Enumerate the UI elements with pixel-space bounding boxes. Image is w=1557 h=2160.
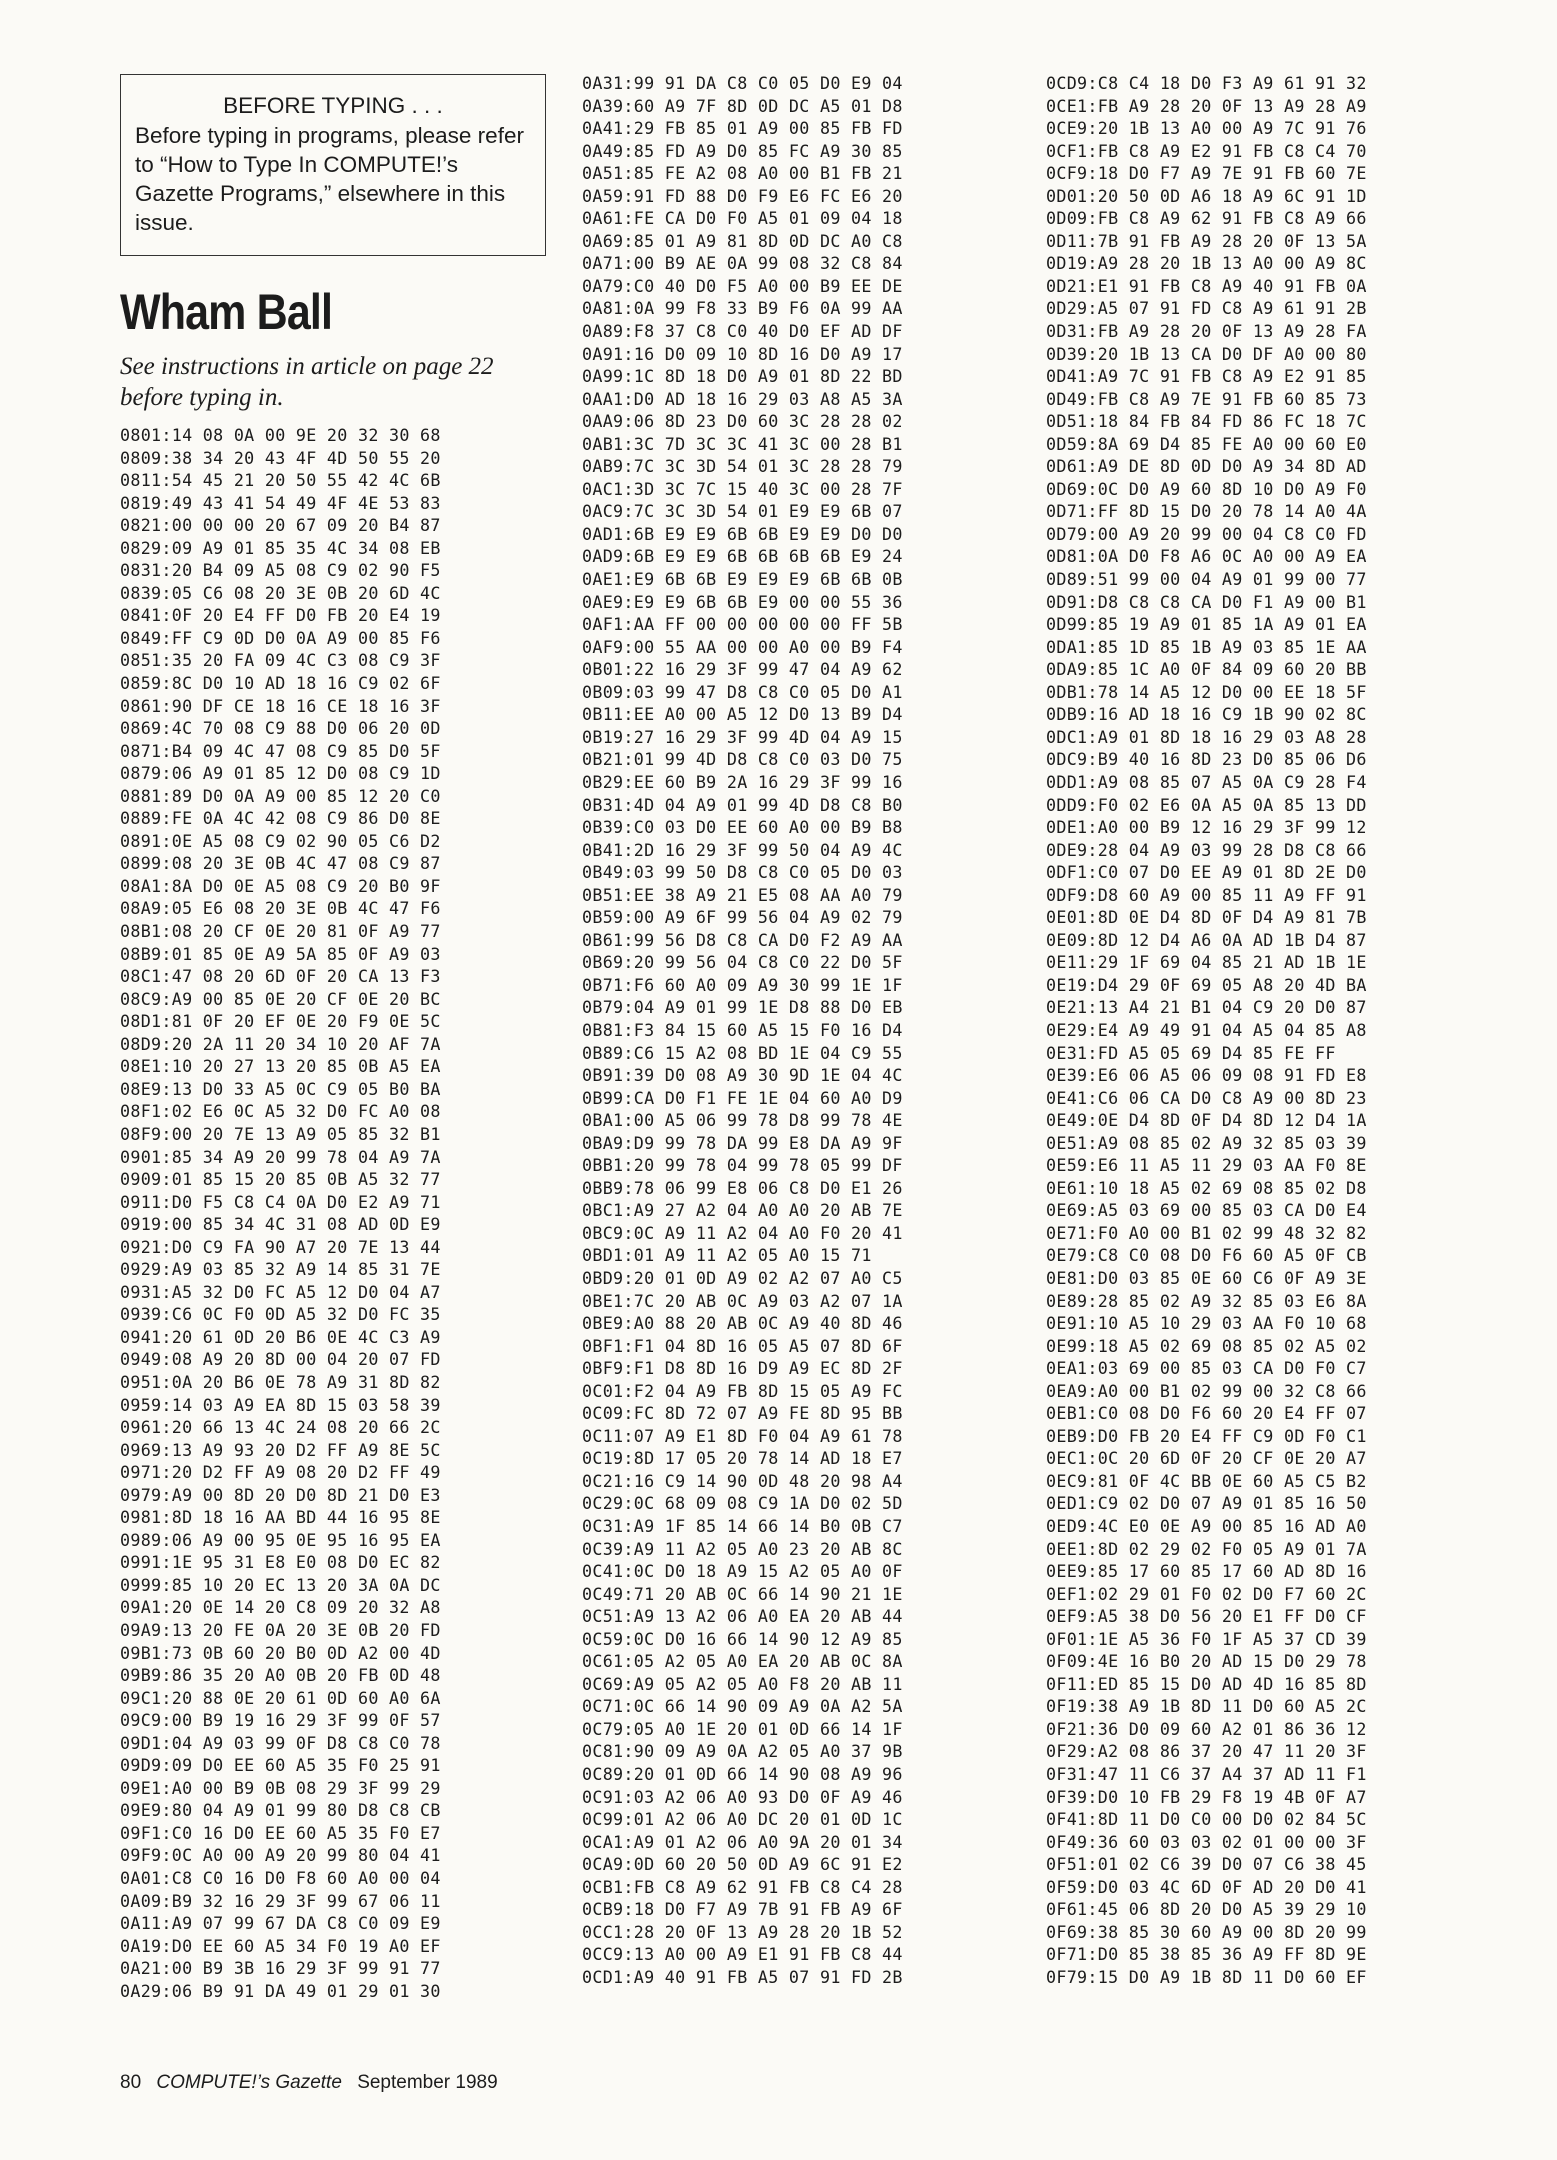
listing-line: 0929:A9 03 85 32 A9 14 85 31 7E bbox=[120, 1259, 441, 1280]
listing-line: 0C19:8D 17 05 20 78 14 AD 18 E7 bbox=[582, 1448, 903, 1469]
listing-line: 08F1:02 E6 0C A5 32 D0 FC A0 08 bbox=[120, 1101, 441, 1122]
listing-line: 0DE9:28 04 A9 03 99 28 D8 C8 66 bbox=[1046, 839, 1367, 860]
listing-line: 08A9:05 E6 08 20 3E 0B 4C 47 F6 bbox=[120, 898, 441, 919]
article-title: Wham Ball bbox=[120, 284, 333, 340]
listing-line: 09B9:86 35 20 A0 0B 20 FB 0D 48 bbox=[120, 1665, 441, 1686]
listing-line: 0A09:B9 32 16 29 3F 99 67 06 11 bbox=[120, 1890, 441, 1911]
listing-line: 0E51:A9 08 85 02 A9 32 85 03 39 bbox=[1046, 1132, 1367, 1153]
listing-line: 0E11:29 1F 69 04 85 21 AD 1B 1E bbox=[1046, 952, 1367, 973]
listing-line: 0EF1:02 29 01 F0 02 D0 F7 60 2C bbox=[1046, 1583, 1367, 1604]
listing-line: 0D89:51 99 00 04 A9 01 99 00 77 bbox=[1046, 569, 1367, 590]
listing-line: 0BC1:A9 27 A2 04 A0 A0 20 AB 7E bbox=[582, 1200, 903, 1221]
listing-line: 0B99:CA D0 F1 FE 1E 04 60 A0 D9 bbox=[582, 1087, 903, 1108]
listing-line: 0949:08 A9 20 8D 00 04 20 07 FD bbox=[120, 1349, 441, 1370]
listing-line: 0819:49 43 41 54 49 4F 4E 53 83 bbox=[120, 492, 441, 513]
listing-line: 0D29:A5 07 91 FD C8 A9 61 91 2B bbox=[1046, 298, 1367, 319]
article-intro: See instructions in article on page 22 before typing in. bbox=[120, 353, 494, 411]
listing-line: 0EF9:A5 38 D0 56 20 E1 FF D0 CF bbox=[1046, 1606, 1367, 1627]
listing-line: 0F61:45 06 8D 20 D0 A5 39 29 10 bbox=[1046, 1899, 1367, 1920]
listing-line: 0841:0F 20 E4 FF D0 FB 20 E4 19 bbox=[120, 605, 441, 626]
listing-line: 0B49:03 99 50 D8 C8 C0 05 D0 03 bbox=[582, 862, 903, 883]
listing-line: 0F31:47 11 C6 37 A4 37 AD 11 F1 bbox=[1046, 1764, 1367, 1785]
listing-line: 0861:90 DF CE 18 16 CE 18 16 3F bbox=[120, 695, 441, 716]
listing-line: 0849:FF C9 0D D0 0A A9 00 85 F6 bbox=[120, 627, 441, 648]
listing-line: 09E1:A0 00 B9 0B 08 29 3F 99 29 bbox=[120, 1777, 441, 1798]
listing-line: 0B79:04 A9 01 99 1E D8 88 D0 EB bbox=[582, 997, 903, 1018]
issue-date: September 1989 bbox=[357, 2072, 498, 2093]
listing-line: 0DA9:85 1C A0 0F 84 09 60 20 BB bbox=[1046, 659, 1367, 680]
listing-line: 0811:54 45 21 20 50 55 42 4C 6B bbox=[120, 470, 441, 491]
listing-line: 0F79:15 D0 A9 1B 8D 11 D0 60 EF bbox=[1046, 1966, 1367, 1987]
listing-line: 08D1:81 0F 20 EF 0E 20 F9 0E 5C bbox=[120, 1011, 441, 1032]
listing-line: 0BF9:F1 D8 8D 16 D9 A9 EC 8D 2F bbox=[582, 1358, 903, 1379]
listing-line: 0E99:18 A5 02 69 08 85 02 A5 02 bbox=[1046, 1335, 1367, 1356]
listing-line: 09A9:13 20 FE 0A 20 3E 0B 20 FD bbox=[120, 1619, 441, 1640]
listing-line: 0F39:D0 10 FB 29 F8 19 4B 0F A7 bbox=[1046, 1786, 1367, 1807]
listing-line: 0D81:0A D0 F8 A6 0C A0 00 A9 EA bbox=[1046, 546, 1367, 567]
listing-line: 0D79:00 A9 20 99 00 04 C8 C0 FD bbox=[1046, 523, 1367, 544]
listing-line: 0F51:01 02 C6 39 D0 07 C6 38 45 bbox=[1046, 1854, 1367, 1875]
listing-line: 0989:06 A9 00 95 0E 95 16 95 EA bbox=[120, 1529, 441, 1550]
listing-line: 0C91:03 A2 06 A0 93 D0 0F A9 46 bbox=[582, 1786, 903, 1807]
listing-line: 08E1:10 20 27 13 20 85 0B A5 EA bbox=[120, 1056, 441, 1077]
listing-line: 0DD9:F0 02 E6 0A A5 0A 85 13 DD bbox=[1046, 794, 1367, 815]
listing-line: 0A29:06 B9 91 DA 49 01 29 01 30 bbox=[120, 1980, 441, 2001]
listing-column-2 bbox=[582, 72, 903, 1988]
listing-line: 0F59:D0 03 4C 6D 0F AD 20 D0 41 bbox=[1046, 1876, 1367, 1897]
listing-line: 08C1:47 08 20 6D 0F 20 CA 13 F3 bbox=[120, 966, 441, 987]
listing-line: 09B1:73 0B 60 20 B0 0D A2 00 4D bbox=[120, 1642, 441, 1663]
listing-line: 0899:08 20 3E 0B 4C 47 08 C9 87 bbox=[120, 853, 441, 874]
listing-line: 0EC1:0C 20 6D 0F 20 CF 0E 20 A7 bbox=[1046, 1448, 1367, 1469]
listing-line: 0A31:99 91 DA C8 C0 05 D0 E9 04 bbox=[582, 73, 903, 93]
listing-line: 0EA1:03 69 00 85 03 CA D0 F0 C7 bbox=[1046, 1358, 1367, 1379]
listing-line: 09F1:C0 16 D0 EE 60 A5 35 F0 E7 bbox=[120, 1822, 441, 1843]
before-typing-box bbox=[120, 74, 546, 256]
listing-line: 0F29:A2 08 86 37 20 47 11 20 3F bbox=[1046, 1741, 1367, 1762]
before-typing-text: Before typing in programs, please refer to “How to Type In COMPUTE!’s Gazette Programs,” elsewhere in this issue. bbox=[135, 123, 524, 235]
listing-line: 0871:B4 09 4C 47 08 C9 85 D0 5F bbox=[120, 740, 441, 761]
before-typing-title: BEFORE TYPING . . . bbox=[223, 93, 443, 118]
listing-line: 0C71:0C 66 14 90 09 A9 0A A2 5A bbox=[582, 1696, 903, 1717]
listing-line: 0DF9:D8 60 A9 00 85 11 A9 FF 91 bbox=[1046, 884, 1367, 905]
listing-line: 0CB9:18 D0 F7 A9 7B 91 FB A9 6F bbox=[582, 1899, 903, 1920]
listing-line: 0F19:38 A9 1B 8D 11 D0 60 A5 2C bbox=[1046, 1696, 1367, 1717]
listing-line: 0981:8D 18 16 AA BD 44 16 95 8E bbox=[120, 1507, 441, 1528]
listing-line: 0B41:2D 16 29 3F 99 50 04 A9 4C bbox=[582, 839, 903, 860]
listing-line: 0889:FE 0A 4C 42 08 C9 86 D0 8E bbox=[120, 808, 441, 829]
listing-line: 0A81:0A 99 F8 33 B9 F6 0A 99 AA bbox=[582, 298, 903, 319]
listing-line: 0D21:E1 91 FB C8 A9 40 91 FB 0A bbox=[1046, 275, 1367, 296]
listing-line: 0A39:60 A9 7F 8D 0D DC A5 01 D8 bbox=[582, 95, 903, 116]
listing-line: 0C79:05 A0 1E 20 01 0D 66 14 1F bbox=[582, 1718, 903, 1739]
listing-line: 0D91:D8 C8 C8 CA D0 F1 A9 00 B1 bbox=[1046, 591, 1367, 612]
listing-line: 0909:01 85 15 20 85 0B A5 32 77 bbox=[120, 1169, 441, 1190]
listing-line: 0C81:90 09 A9 0A A2 05 A0 37 9B bbox=[582, 1741, 903, 1762]
listing-line: 0E49:0E D4 8D 0F D4 8D 12 D4 1A bbox=[1046, 1110, 1367, 1131]
listing-line: 0F69:38 85 30 60 A9 00 8D 20 99 bbox=[1046, 1921, 1367, 1942]
listing-line: 0931:A5 32 D0 FC A5 12 D0 04 A7 bbox=[120, 1281, 441, 1302]
listing-line: 0BA1:00 A5 06 99 78 D8 99 78 4E bbox=[582, 1110, 903, 1131]
listing-line: 0BC9:0C A9 11 A2 04 A0 F0 20 41 bbox=[582, 1222, 903, 1243]
page-footer bbox=[120, 2072, 498, 2094]
listing-line: 0A49:85 FD A9 D0 85 FC A9 30 85 bbox=[582, 140, 903, 161]
listing-line: 0AA1:D0 AD 18 16 29 03 A8 A5 3A bbox=[582, 388, 903, 409]
listing-line: 0CF9:18 D0 F7 A9 7E 91 FB 60 7E bbox=[1046, 163, 1367, 184]
listing-line: 0BA9:D9 99 78 DA 99 E8 DA A9 9F bbox=[582, 1132, 903, 1153]
listing-line: 0B61:99 56 D8 C8 CA D0 F2 A9 AA bbox=[582, 929, 903, 950]
listing-line: 0E31:FD A5 05 69 D4 85 FE FF bbox=[1046, 1042, 1336, 1063]
listing-line: 0D59:8A 69 D4 85 FE A0 00 60 E0 bbox=[1046, 433, 1367, 454]
listing-line: 0C89:20 01 0D 66 14 90 08 A9 96 bbox=[582, 1764, 903, 1785]
listing-line: 0C09:FC 8D 72 07 A9 FE 8D 95 BB bbox=[582, 1403, 903, 1424]
listing-column-1 bbox=[120, 424, 441, 2002]
listing-line: 0AE1:E9 6B 6B E9 E9 E9 6B 6B 0B bbox=[582, 569, 903, 590]
listing-line: 0B01:22 16 29 3F 99 47 04 A9 62 bbox=[582, 659, 903, 680]
listing-line: 0C31:A9 1F 85 14 66 14 B0 0B C7 bbox=[582, 1516, 903, 1536]
listing-line: 0E81:D0 03 85 0E 60 C6 0F A9 3E bbox=[1046, 1267, 1367, 1288]
listing-line: 0DD1:A9 08 85 07 A5 0A C9 28 F4 bbox=[1046, 771, 1367, 792]
listing-line: 0E39:E6 06 A5 06 09 08 91 FD E8 bbox=[1046, 1065, 1367, 1086]
listing-line: 0921:D0 C9 FA 90 A7 20 7E 13 44 bbox=[120, 1236, 441, 1257]
listing-line: 0EC9:81 0F 4C BB 0E 60 A5 C5 B2 bbox=[1046, 1470, 1367, 1491]
listing-line: 0D11:7B 91 FB A9 28 20 0F 13 5A bbox=[1046, 230, 1367, 251]
listing-line: 0CE9:20 1B 13 A0 00 A9 7C 91 76 bbox=[1046, 118, 1367, 139]
listing-line: 0BD1:01 A9 11 A2 05 A0 15 71 bbox=[582, 1245, 872, 1266]
listing-line: 0A41:29 FB 85 01 A9 00 85 FB FD bbox=[582, 118, 903, 139]
listing-line: 0F49:36 60 03 03 02 01 00 00 3F bbox=[1046, 1831, 1367, 1852]
listing-line: 0E59:E6 11 A5 11 29 03 AA F0 8E bbox=[1046, 1155, 1367, 1176]
listing-line: 0D01:20 50 0D A6 18 A9 6C 91 1D bbox=[1046, 185, 1367, 206]
listing-line: 0991:1E 95 31 E8 E0 08 D0 EC 82 bbox=[120, 1552, 441, 1573]
listing-line: 0AC9:7C 3C 3D 54 01 E9 E9 6B 07 bbox=[582, 501, 903, 522]
listing-line: 0BE1:7C 20 AB 0C A9 03 A2 07 1A bbox=[582, 1290, 903, 1311]
listing-line: 0C99:01 A2 06 A0 DC 20 01 0D 1C bbox=[582, 1809, 903, 1830]
listing-line: 0A51:85 FE A2 08 A0 00 B1 FB 21 bbox=[582, 163, 903, 184]
listing-line: 0E71:F0 A0 00 B1 02 99 48 32 82 bbox=[1046, 1222, 1367, 1243]
listing-line: 0CA9:0D 60 20 50 0D A9 6C 91 E2 bbox=[582, 1854, 903, 1875]
listing-line: 0AE9:E9 E9 6B 6B E9 00 00 55 36 bbox=[582, 591, 903, 612]
listing-line: 0C21:16 C9 14 90 0D 48 20 98 A4 bbox=[582, 1470, 903, 1491]
listing-line: 0AA9:06 8D 23 D0 60 3C 28 28 02 bbox=[582, 411, 903, 432]
listing-line: 0F11:ED 85 15 D0 AD 4D 16 85 8D bbox=[1046, 1673, 1367, 1694]
listing-line: 0E61:10 18 A5 02 69 08 85 02 D8 bbox=[1046, 1177, 1367, 1198]
listing-line: 0919:00 85 34 4C 31 08 AD 0D E9 bbox=[120, 1214, 441, 1235]
listing-line: 0DE1:A0 00 B9 12 16 29 3F 99 12 bbox=[1046, 817, 1367, 838]
listing-line: 0969:13 A9 93 20 D2 FF A9 8E 5C bbox=[120, 1439, 441, 1460]
listing-line: 0C61:05 A2 05 A0 EA 20 AB 0C 8A bbox=[582, 1651, 903, 1672]
listing-line: 0A11:A9 07 99 67 DA C8 C0 09 E9 bbox=[120, 1913, 441, 1934]
listing-line: 0B39:C0 03 D0 EE 60 A0 00 B9 B8 bbox=[582, 817, 903, 838]
listing-line: 0F01:1E A5 36 F0 1F A5 37 CD 39 bbox=[1046, 1628, 1367, 1649]
listing-line: 0B51:EE 38 A9 21 E5 08 AA A0 79 bbox=[582, 884, 903, 905]
listing-column-3 bbox=[1046, 72, 1367, 1988]
listing-line: 0939:C6 0C F0 0D A5 32 D0 FC 35 bbox=[120, 1304, 441, 1325]
listing-line: 08B1:08 20 CF 0E 20 81 0F A9 77 bbox=[120, 921, 441, 942]
listing-line: 0B91:39 D0 08 A9 30 9D 1E 04 4C bbox=[582, 1065, 903, 1086]
listing-line: 0D41:A9 7C 91 FB C8 A9 E2 91 85 bbox=[1046, 366, 1367, 387]
listing-line: 0AB9:7C 3C 3D 54 01 3C 28 28 79 bbox=[582, 456, 903, 477]
listing-line: 0851:35 20 FA 09 4C C3 08 C9 3F bbox=[120, 650, 441, 671]
listing-line: 0C29:0C 68 09 08 C9 1A D0 02 5D bbox=[582, 1493, 903, 1514]
listing-line: 0ED9:4C E0 0E A9 00 85 16 AD A0 bbox=[1046, 1516, 1367, 1536]
listing-line: 0869:4C 70 08 C9 88 D0 06 20 0D bbox=[120, 718, 441, 739]
listing-line: 0B71:F6 60 A0 09 A9 30 99 1E 1F bbox=[582, 974, 903, 995]
listing-line: 0F41:8D 11 D0 C0 00 D0 02 84 5C bbox=[1046, 1809, 1367, 1830]
listing-line: 0D61:A9 DE 8D 0D D0 A9 34 8D AD bbox=[1046, 456, 1367, 477]
listing-line: 0ED1:C9 02 D0 07 A9 01 85 16 50 bbox=[1046, 1493, 1367, 1514]
listing-line: 0BE9:A0 88 20 AB 0C A9 40 8D 46 bbox=[582, 1313, 903, 1334]
listing-line: 0B81:F3 84 15 60 A5 15 F0 16 D4 bbox=[582, 1019, 903, 1040]
listing-line: 0951:0A 20 B6 0E 78 A9 31 8D 82 bbox=[120, 1371, 441, 1392]
listing-line: 0AD1:6B E9 E9 6B 6B E9 E9 D0 D0 bbox=[582, 523, 903, 544]
listing-line: 0879:06 A9 01 85 12 D0 08 C9 1D bbox=[120, 763, 441, 784]
page-number: 80 bbox=[120, 2072, 142, 2093]
listing-line: 0EE1:8D 02 29 02 F0 05 A9 01 7A bbox=[1046, 1538, 1367, 1559]
listing-line: 0A79:C0 40 D0 F5 A0 00 B9 EE DE bbox=[582, 275, 903, 296]
listing-line: 0EB1:C0 08 D0 F6 60 20 E4 FF 07 bbox=[1046, 1403, 1367, 1424]
listing-line: 08A1:8A D0 0E A5 08 C9 20 B0 9F bbox=[120, 875, 441, 896]
listing-line: 0999:85 10 20 EC 13 20 3A 0A DC bbox=[120, 1574, 441, 1595]
listing-line: 0881:89 D0 0A A9 00 85 12 20 C0 bbox=[120, 785, 441, 806]
listing-line: 0D09:FB C8 A9 62 91 FB C8 A9 66 bbox=[1046, 208, 1367, 229]
listing-line: 0891:0E A5 08 C9 02 90 05 C6 D2 bbox=[120, 830, 441, 851]
listing-line: 0B29:EE 60 B9 2A 16 29 3F 99 16 bbox=[582, 771, 903, 792]
listing-line: 0839:05 C6 08 20 3E 0B 20 6D 4C bbox=[120, 582, 441, 603]
listing-line: 0E09:8D 12 D4 A6 0A AD 1B D4 87 bbox=[1046, 929, 1367, 950]
listing-line: 09D9:09 D0 EE 60 A5 35 F0 25 91 bbox=[120, 1755, 441, 1776]
listing-line: 0A71:00 B9 AE 0A 99 08 32 C8 84 bbox=[582, 253, 903, 274]
listing-line: 0E21:13 A4 21 B1 04 C9 20 D0 87 bbox=[1046, 997, 1367, 1018]
listing-line: 0C51:A9 13 A2 06 A0 EA 20 AB 44 bbox=[582, 1606, 903, 1627]
listing-line: 0809:38 34 20 43 4F 4D 50 55 20 bbox=[120, 447, 441, 468]
listing-line: 0831:20 B4 09 A5 08 C9 02 90 F5 bbox=[120, 560, 441, 581]
listing-line: 0F71:D0 85 38 85 36 A9 FF 8D 9E bbox=[1046, 1944, 1367, 1965]
listing-line: 0A69:85 01 A9 81 8D 0D DC A0 C8 bbox=[582, 230, 903, 251]
listing-line: 0D19:A9 28 20 1B 13 A0 00 A9 8C bbox=[1046, 253, 1367, 274]
listing-line: 09A1:20 0E 14 20 C8 09 20 32 A8 bbox=[120, 1597, 441, 1618]
listing-line: 0B21:01 99 4D D8 C8 C0 03 D0 75 bbox=[582, 749, 903, 770]
listing-line: 0A61:FE CA D0 F0 A5 01 09 04 18 bbox=[582, 208, 903, 229]
listing-line: 0EB9:D0 FB 20 E4 FF C9 0D F0 C1 bbox=[1046, 1425, 1367, 1446]
listing-line: 0DA1:85 1D 85 1B A9 03 85 1E AA bbox=[1046, 636, 1367, 657]
listing-line: 0D69:0C D0 A9 60 8D 10 D0 A9 F0 bbox=[1046, 478, 1367, 499]
listing-line: 0CD1:A9 40 91 FB A5 07 91 FD 2B bbox=[582, 1966, 903, 1987]
listing-line: 0AF9:00 55 AA 00 00 A0 00 B9 F4 bbox=[582, 636, 903, 657]
listing-line: 0959:14 03 A9 EA 8D 15 03 58 39 bbox=[120, 1394, 441, 1415]
listing-line: 0D39:20 1B 13 CA D0 DF A0 00 80 bbox=[1046, 343, 1367, 364]
listing-line: 0CF1:FB C8 A9 E2 91 FB C8 C4 70 bbox=[1046, 140, 1367, 161]
listing-line: 0941:20 61 0D 20 B6 0E 4C C3 A9 bbox=[120, 1326, 441, 1347]
listing-line: 0C69:A9 05 A2 05 A0 F8 20 AB 11 bbox=[582, 1673, 903, 1694]
listing-line: 0BD9:20 01 0D A9 02 A2 07 A0 C5 bbox=[582, 1267, 903, 1288]
listing-line: 0A91:16 D0 09 10 8D 16 D0 A9 17 bbox=[582, 343, 903, 364]
listing-line: 0961:20 66 13 4C 24 08 20 66 2C bbox=[120, 1417, 441, 1438]
listing-line: 0EA9:A0 00 B1 02 99 00 32 C8 66 bbox=[1046, 1380, 1367, 1401]
listing-line: 0901:85 34 A9 20 99 78 04 A9 7A bbox=[120, 1146, 441, 1167]
listing-line: 0B31:4D 04 A9 01 99 4D D8 C8 B0 bbox=[582, 794, 903, 815]
listing-line: 0A99:1C 8D 18 D0 A9 01 8D 22 BD bbox=[582, 366, 903, 387]
listing-line: 09C1:20 88 0E 20 61 0D 60 A0 6A bbox=[120, 1687, 441, 1708]
listing-line: 09F9:0C A0 00 A9 20 99 80 04 41 bbox=[120, 1845, 441, 1866]
listing-line: 08C9:A9 00 85 0E 20 CF 0E 20 BC bbox=[120, 988, 441, 1009]
listing-line: 0E79:C8 C0 08 D0 F6 60 A5 0F CB bbox=[1046, 1245, 1367, 1266]
listing-line: 0DB1:78 14 A5 12 D0 00 EE 18 5F bbox=[1046, 681, 1367, 702]
listing-line: 0979:A9 00 8D 20 D0 8D 21 D0 E3 bbox=[120, 1484, 441, 1505]
listing-line: 0821:00 00 00 20 67 09 20 B4 87 bbox=[120, 515, 441, 536]
listing-line: 0D51:18 84 FB 84 FD 86 FC 18 7C bbox=[1046, 411, 1367, 432]
listing-line: 09D1:04 A9 03 99 0F D8 C8 C0 78 bbox=[120, 1732, 441, 1753]
listing-line: 0C01:F2 04 A9 FB 8D 15 05 A9 FC bbox=[582, 1380, 903, 1401]
listing-line: 08F9:00 20 7E 13 A9 05 85 32 B1 bbox=[120, 1123, 441, 1144]
listing-line: 0B09:03 99 47 D8 C8 C0 05 D0 A1 bbox=[582, 681, 903, 702]
magazine-name: COMPUTE!’s Gazette bbox=[156, 2072, 342, 2093]
listing-line: 0B89:C6 15 A2 08 BD 1E 04 C9 55 bbox=[582, 1042, 903, 1063]
listing-line: 09E9:80 04 A9 01 99 80 D8 C8 CB bbox=[120, 1800, 441, 1821]
listing-line: 0A19:D0 EE 60 A5 34 F0 19 A0 EF bbox=[120, 1935, 441, 1956]
listing-line: 0E89:28 85 02 A9 32 85 03 E6 8A bbox=[1046, 1290, 1367, 1311]
listing-line: 0C49:71 20 AB 0C 66 14 90 21 1E bbox=[582, 1583, 903, 1604]
listing-line: 0E19:D4 29 0F 69 05 A8 20 4D BA bbox=[1046, 974, 1367, 995]
listing-line: 0A21:00 B9 3B 16 29 3F 99 91 77 bbox=[120, 1958, 441, 1979]
listing-line: 0A89:F8 37 C8 C0 40 D0 EF AD DF bbox=[582, 321, 903, 342]
listing-line: 0C11:07 A9 E1 8D F0 04 A9 61 78 bbox=[582, 1425, 903, 1446]
listing-line: 0E01:8D 0E D4 8D 0F D4 A9 81 7B bbox=[1046, 907, 1367, 928]
listing-line: 0D99:85 19 A9 01 85 1A A9 01 EA bbox=[1046, 614, 1367, 635]
listing-line: 08D9:20 2A 11 20 34 10 20 AF 7A bbox=[120, 1033, 441, 1054]
listing-line: 0829:09 A9 01 85 35 4C 34 08 EB bbox=[120, 537, 441, 558]
listing-line: 0D71:FF 8D 15 D0 20 78 14 A0 4A bbox=[1046, 501, 1367, 522]
listing-line: 0E69:A5 03 69 00 85 03 CA D0 E4 bbox=[1046, 1200, 1367, 1221]
listing-line: 08E9:13 D0 33 A5 0C C9 05 B0 BA bbox=[120, 1078, 441, 1099]
listing-line: 0B19:27 16 29 3F 99 4D 04 A9 15 bbox=[582, 726, 903, 747]
listing-line: 0AD9:6B E9 E9 6B 6B 6B 6B E9 24 bbox=[582, 546, 903, 567]
listing-line: 08B9:01 85 0E A9 5A 85 0F A9 03 bbox=[120, 943, 441, 964]
listing-line: 0E91:10 A5 10 29 03 AA F0 10 68 bbox=[1046, 1313, 1367, 1334]
listing-line: 0D49:FB C8 A9 7E 91 FB 60 85 73 bbox=[1046, 388, 1367, 409]
listing-line: 0CC1:28 20 0F 13 A9 28 20 1B 52 bbox=[582, 1921, 903, 1942]
listing-line: 0F09:4E 16 B0 20 AD 15 D0 29 78 bbox=[1046, 1651, 1367, 1672]
listing-line: 0A59:91 FD 88 D0 F9 E6 FC E6 20 bbox=[582, 185, 903, 206]
listing-line: 0971:20 D2 FF A9 08 20 D2 FF 49 bbox=[120, 1462, 441, 1483]
listing-line: 0AC1:3D 3C 7C 15 40 3C 00 28 7F bbox=[582, 478, 903, 499]
listing-line: 0DF1:C0 07 D0 EE A9 01 8D 2E D0 bbox=[1046, 862, 1367, 883]
listing-line: 0E29:E4 A9 49 91 04 A5 04 85 A8 bbox=[1046, 1019, 1367, 1040]
listing-line: 0CC9:13 A0 00 A9 E1 91 FB C8 44 bbox=[582, 1944, 903, 1965]
listing-line: 0AF1:AA FF 00 00 00 00 00 FF 5B bbox=[582, 614, 903, 635]
listing-line: 0C41:0C D0 18 A9 15 A2 05 A0 0F bbox=[582, 1561, 903, 1582]
listing-line: 0B59:00 A9 6F 99 56 04 A9 02 79 bbox=[582, 907, 903, 928]
listing-line: 0CA1:A9 01 A2 06 A0 9A 20 01 34 bbox=[582, 1831, 903, 1852]
listing-line: 0D31:FB A9 28 20 0F 13 A9 28 FA bbox=[1046, 321, 1367, 342]
listing-line: 0801:14 08 0A 00 9E 20 32 30 68 bbox=[120, 425, 441, 445]
listing-line: 0C39:A9 11 A2 05 A0 23 20 AB 8C bbox=[582, 1538, 903, 1559]
listing-line: 0E41:C6 06 CA D0 C8 A9 00 8D 23 bbox=[1046, 1087, 1367, 1108]
listing-line: 0CB1:FB C8 A9 62 91 FB C8 C4 28 bbox=[582, 1876, 903, 1897]
listing-line: 0CD9:C8 C4 18 D0 F3 A9 61 91 32 bbox=[1046, 73, 1367, 93]
listing-line: 0EE9:85 17 60 85 17 60 AD 8D 16 bbox=[1046, 1561, 1367, 1582]
listing-line: 0BB1:20 99 78 04 99 78 05 99 DF bbox=[582, 1155, 903, 1176]
listing-line: 09C9:00 B9 19 16 29 3F 99 0F 57 bbox=[120, 1710, 441, 1731]
listing-line: 0AB1:3C 7D 3C 3C 41 3C 00 28 B1 bbox=[582, 433, 903, 454]
listing-line: 0BB9:78 06 99 E8 06 C8 D0 E1 26 bbox=[582, 1177, 903, 1198]
listing-line: 0F21:36 D0 09 60 A2 01 86 36 12 bbox=[1046, 1718, 1367, 1739]
listing-line: 0DC1:A9 01 8D 18 16 29 03 A8 28 bbox=[1046, 726, 1367, 747]
listing-line: 0B11:EE A0 00 A5 12 D0 13 B9 D4 bbox=[582, 704, 903, 725]
listing-line: 0BF1:F1 04 8D 16 05 A5 07 8D 6F bbox=[582, 1335, 903, 1356]
listing-line: 0A01:C8 C0 16 D0 F8 60 A0 00 04 bbox=[120, 1868, 441, 1888]
listing-line: 0CE1:FB A9 28 20 0F 13 A9 28 A9 bbox=[1046, 95, 1367, 116]
listing-line: 0C59:0C D0 16 66 14 90 12 A9 85 bbox=[582, 1628, 903, 1649]
listing-line: 0859:8C D0 10 AD 18 16 C9 02 6F bbox=[120, 673, 441, 694]
listing-line: 0911:D0 F5 C8 C4 0A D0 E2 A9 71 bbox=[120, 1191, 441, 1212]
listing-line: 0DC9:B9 40 16 8D 23 D0 85 06 D6 bbox=[1046, 749, 1367, 770]
listing-line: 0B69:20 99 56 04 C8 C0 22 D0 5F bbox=[582, 952, 903, 973]
listing-line: 0DB9:16 AD 18 16 C9 1B 90 02 8C bbox=[1046, 704, 1367, 725]
